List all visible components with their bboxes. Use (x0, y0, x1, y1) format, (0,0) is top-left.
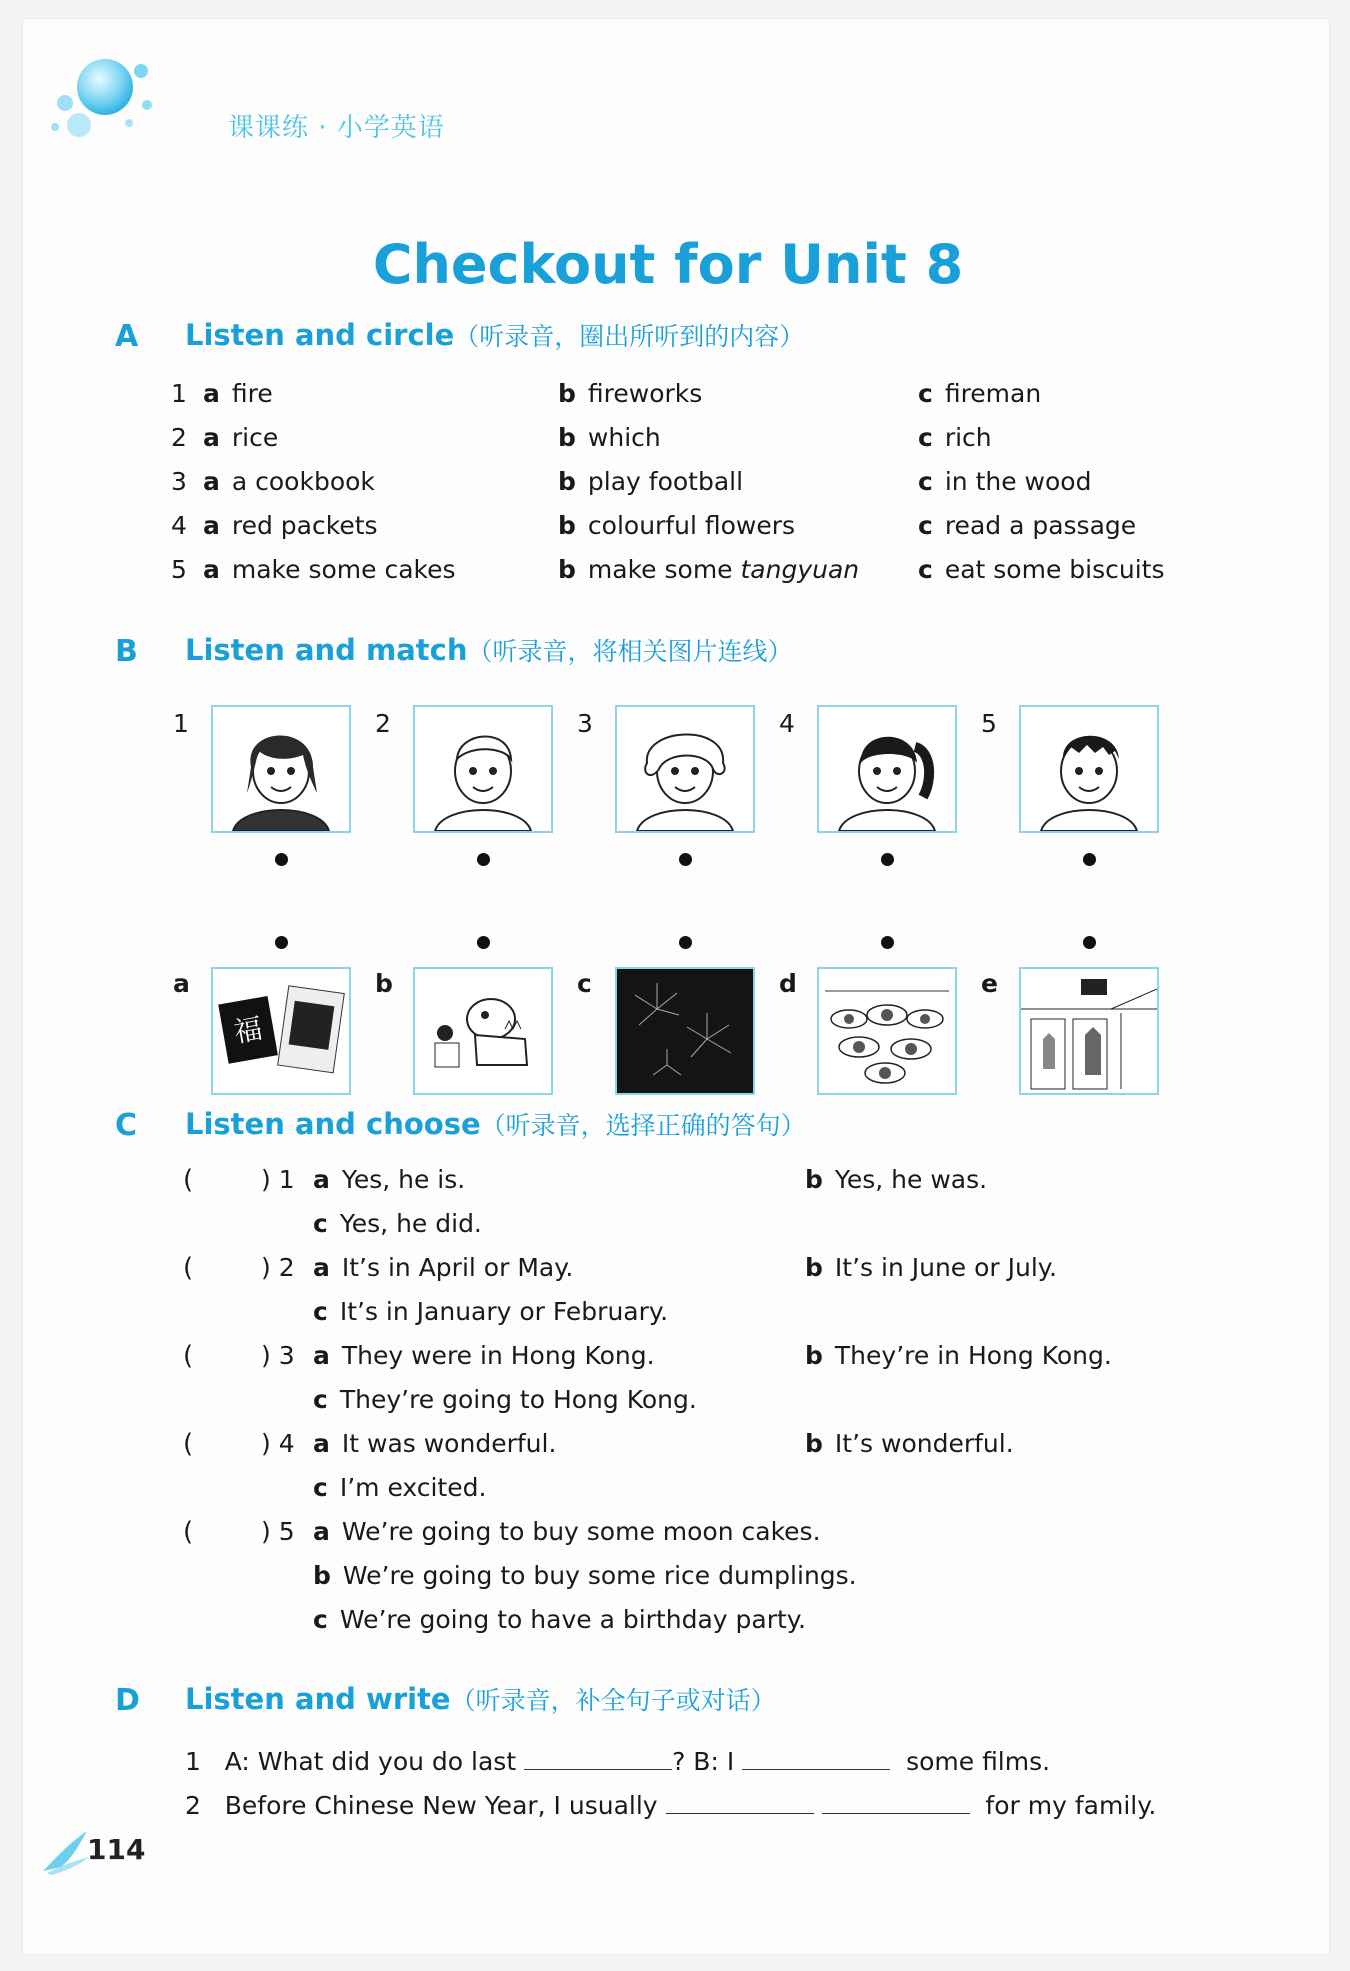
option-text: fireworks (587, 379, 703, 408)
section-a-option-b[interactable] (558, 379, 702, 408)
section-c-item-num: ) 5 (261, 1517, 295, 1546)
d2-text-1: Before Chinese New Year, I usually (224, 1791, 658, 1820)
option-letter: c (313, 1605, 328, 1634)
section-b-title-cn: （听录音，将相关图片连线） (467, 637, 793, 666)
option-text: They’re going to Hong Kong. (339, 1385, 697, 1414)
section-d-title (185, 1681, 776, 1717)
section-c-title (185, 1106, 806, 1142)
fu-character: 福 (231, 1011, 265, 1050)
section-a-option-b[interactable] (558, 555, 859, 584)
option-letter: a (203, 379, 220, 408)
match-dot[interactable] (679, 936, 692, 949)
option-letter: a (313, 1165, 330, 1194)
option-text: We’re going to have a birthday party. (339, 1605, 806, 1634)
section-a-letter: A (115, 319, 139, 354)
option-text: a cookbook (231, 467, 375, 496)
option-text: It’s in June or July. (834, 1253, 1057, 1282)
option-letter: a (203, 423, 220, 452)
section-c-option-a[interactable] (313, 1517, 821, 1546)
option-letter: b (558, 379, 576, 408)
d2-num: 2 (185, 1791, 201, 1820)
fireworks-picture (615, 967, 755, 1095)
match-dot[interactable] (1083, 853, 1096, 866)
option-text: Yes, he was. (834, 1165, 988, 1194)
option-text: colourful flowers (587, 511, 796, 540)
option-text: We’re going to buy some rice dumplings. (342, 1561, 857, 1590)
answer-bracket-open[interactable]: ( (183, 1341, 194, 1371)
section-a-title-en: Listen and circle (185, 318, 455, 352)
match-number-label: 3 (577, 709, 593, 738)
option-letter: b (558, 555, 576, 584)
section-a-option-c[interactable] (918, 423, 992, 452)
section-a-item-num: 5 (171, 555, 187, 584)
section-a-option-c[interactable] (918, 555, 1164, 584)
d1-text-3: some films. (906, 1747, 1051, 1776)
section-c-option-c[interactable] (313, 1473, 486, 1502)
option-letter: a (313, 1341, 330, 1370)
option-letter: b (805, 1253, 823, 1282)
match-dot[interactable] (881, 936, 894, 949)
match-dot[interactable] (275, 853, 288, 866)
section-c-option-b[interactable] (313, 1561, 857, 1590)
option-letter: c (918, 467, 933, 496)
section-c-option-b[interactable] (805, 1165, 987, 1194)
section-a-option-b[interactable] (558, 467, 743, 496)
option-text: red packets (231, 511, 378, 540)
match-number-label: 1 (173, 709, 189, 738)
red-packets-picture (211, 967, 351, 1095)
section-a-option-c[interactable] (918, 511, 1136, 540)
food-dishes-picture (817, 967, 957, 1095)
answer-bracket-open[interactable]: ( (183, 1517, 194, 1547)
d1-text-2: ? B: I (672, 1747, 735, 1776)
option-text-italic: tangyuan (740, 555, 860, 584)
d2-text-2: for my family. (985, 1791, 1157, 1820)
option-text: rice (231, 423, 279, 452)
section-c-item-num: ) 1 (261, 1165, 295, 1194)
option-letter: a (203, 511, 220, 540)
option-letter: c (313, 1209, 328, 1238)
option-letter: b (805, 1429, 823, 1458)
answer-bracket-open[interactable]: ( (183, 1429, 194, 1459)
option-text: Yes, he is. (341, 1165, 466, 1194)
section-c-option-c[interactable] (313, 1385, 697, 1414)
section-a-item-num: 3 (171, 467, 187, 496)
shopping-picture (1019, 967, 1159, 1095)
option-letter: c (313, 1297, 328, 1326)
child-face-picture-5 (1019, 705, 1159, 833)
option-text: fireman (944, 379, 1042, 408)
option-letter: b (805, 1341, 823, 1370)
option-letter: a (203, 555, 220, 584)
option-text: make some cakes (231, 555, 456, 584)
page-title: Checkout for Unit 8 (372, 233, 964, 296)
option-letter: a (313, 1517, 330, 1546)
child-face-picture-4 (817, 705, 957, 833)
section-c-item-num: ) 4 (261, 1429, 295, 1458)
match-letter-label: b (375, 969, 393, 998)
match-number-label: 4 (779, 709, 795, 738)
option-letter: b (805, 1165, 823, 1194)
match-letter-label: d (779, 969, 797, 998)
match-letter-label: a (173, 969, 190, 998)
section-a-item-num: 4 (171, 511, 187, 540)
section-d-line-2 (185, 1787, 1156, 1820)
match-dot[interactable] (881, 853, 894, 866)
option-text: play football (587, 467, 744, 496)
option-text: rich (944, 423, 992, 452)
option-letter: b (313, 1561, 331, 1590)
section-c-item-num: ) 2 (261, 1253, 295, 1282)
section-a-title (185, 317, 804, 353)
section-a-option-a[interactable] (203, 555, 456, 584)
section-a-option-a[interactable] (203, 379, 273, 408)
section-d-title-en: Listen and write (185, 1682, 451, 1716)
option-letter: a (313, 1429, 330, 1458)
option-letter: a (313, 1253, 330, 1282)
match-dot[interactable] (477, 936, 490, 949)
match-dot[interactable] (477, 853, 490, 866)
book-title: 课课练 · 小学英语 (228, 113, 445, 143)
option-text: which (587, 423, 661, 452)
section-a-option-c[interactable] (918, 467, 1091, 496)
option-text: It’s in January or February. (339, 1297, 669, 1326)
option-text: eat some biscuits (944, 555, 1165, 584)
match-number-label: 5 (981, 709, 997, 738)
child-face-picture-1 (211, 705, 351, 833)
bubbles-decoration (43, 39, 173, 149)
option-text: It’s in April or May. (341, 1253, 574, 1282)
answer-bracket-open[interactable]: ( (183, 1253, 194, 1283)
lion-dance-picture (413, 967, 553, 1095)
section-b-title-en: Listen and match (185, 633, 468, 667)
child-face-picture-2 (413, 705, 553, 833)
d1-text-1: A: What did you do last (224, 1747, 517, 1776)
section-c-item-num: ) 3 (261, 1341, 295, 1370)
option-text: fire (231, 379, 273, 408)
option-letter: c (313, 1385, 328, 1414)
section-c-option-a[interactable] (313, 1429, 556, 1458)
match-letter-label: e (981, 969, 998, 998)
section-a-item-num: 2 (171, 423, 187, 452)
section-c-option-b[interactable] (805, 1253, 1057, 1282)
section-a-option-a[interactable] (203, 467, 375, 496)
option-letter: c (918, 511, 933, 540)
section-c-option-a[interactable] (313, 1253, 573, 1282)
section-c-option-b[interactable] (805, 1429, 1014, 1458)
match-dot[interactable] (1083, 936, 1096, 949)
child-face-picture-3 (615, 705, 755, 833)
d1-blank-1[interactable] (524, 1743, 672, 1770)
match-dot[interactable] (275, 936, 288, 949)
section-c-option-c[interactable] (313, 1209, 482, 1238)
section-b-title (185, 632, 793, 668)
section-c-title-cn: （听录音，选择正确的答句） (480, 1111, 806, 1140)
section-c-option-a[interactable] (313, 1165, 465, 1194)
section-a-option-a[interactable] (203, 423, 278, 452)
d2-blank-2[interactable] (822, 1787, 970, 1814)
workbook-page (22, 18, 1330, 1955)
section-c-title-en: Listen and choose (185, 1107, 481, 1141)
section-d-title-cn: （听录音，补全句子或对话） (450, 1686, 776, 1715)
option-text: make some (587, 555, 741, 584)
option-text: read a passage (944, 511, 1137, 540)
answer-bracket-open[interactable]: ( (183, 1165, 194, 1195)
option-text: I’m excited. (339, 1473, 487, 1502)
option-letter: c (918, 555, 933, 584)
option-letter: b (558, 423, 576, 452)
option-text: They were in Hong Kong. (341, 1341, 655, 1370)
option-letter: c (918, 379, 933, 408)
match-number-label: 2 (375, 709, 391, 738)
match-dot[interactable] (679, 853, 692, 866)
section-d-letter: D (115, 1683, 140, 1718)
option-text: We’re going to buy some moon cakes. (341, 1517, 821, 1546)
page-number: 114 (87, 1833, 146, 1866)
option-text: They’re in Hong Kong. (834, 1341, 1112, 1370)
option-text: in the wood (944, 467, 1092, 496)
section-a-title-cn: （听录音，圈出所听到的内容） (454, 322, 805, 351)
option-letter: b (558, 511, 576, 540)
option-text: It was wonderful. (341, 1429, 557, 1458)
d1-blank-2[interactable] (742, 1743, 890, 1770)
match-letter-label: c (577, 969, 592, 998)
section-a-option-c[interactable] (918, 379, 1041, 408)
d1-num: 1 (185, 1747, 201, 1776)
section-a-option-b[interactable] (558, 511, 795, 540)
section-c-option-c[interactable] (313, 1297, 668, 1326)
section-b-letter: B (115, 634, 138, 669)
section-d-line-1 (185, 1743, 1050, 1776)
option-letter: c (918, 423, 933, 452)
section-a-option-a[interactable] (203, 511, 378, 540)
section-a-option-b[interactable] (558, 423, 661, 452)
d2-blank-1[interactable] (666, 1787, 814, 1814)
section-c-option-a[interactable] (313, 1341, 655, 1370)
option-letter: b (558, 467, 576, 496)
option-text: It’s wonderful. (834, 1429, 1014, 1458)
section-c-option-b[interactable] (805, 1341, 1112, 1370)
section-c-option-c[interactable] (313, 1605, 806, 1634)
option-letter: c (313, 1473, 328, 1502)
option-text: Yes, he did. (339, 1209, 482, 1238)
section-c-letter: C (115, 1108, 138, 1143)
section-a-item-num: 1 (171, 379, 187, 408)
option-letter: a (203, 467, 220, 496)
